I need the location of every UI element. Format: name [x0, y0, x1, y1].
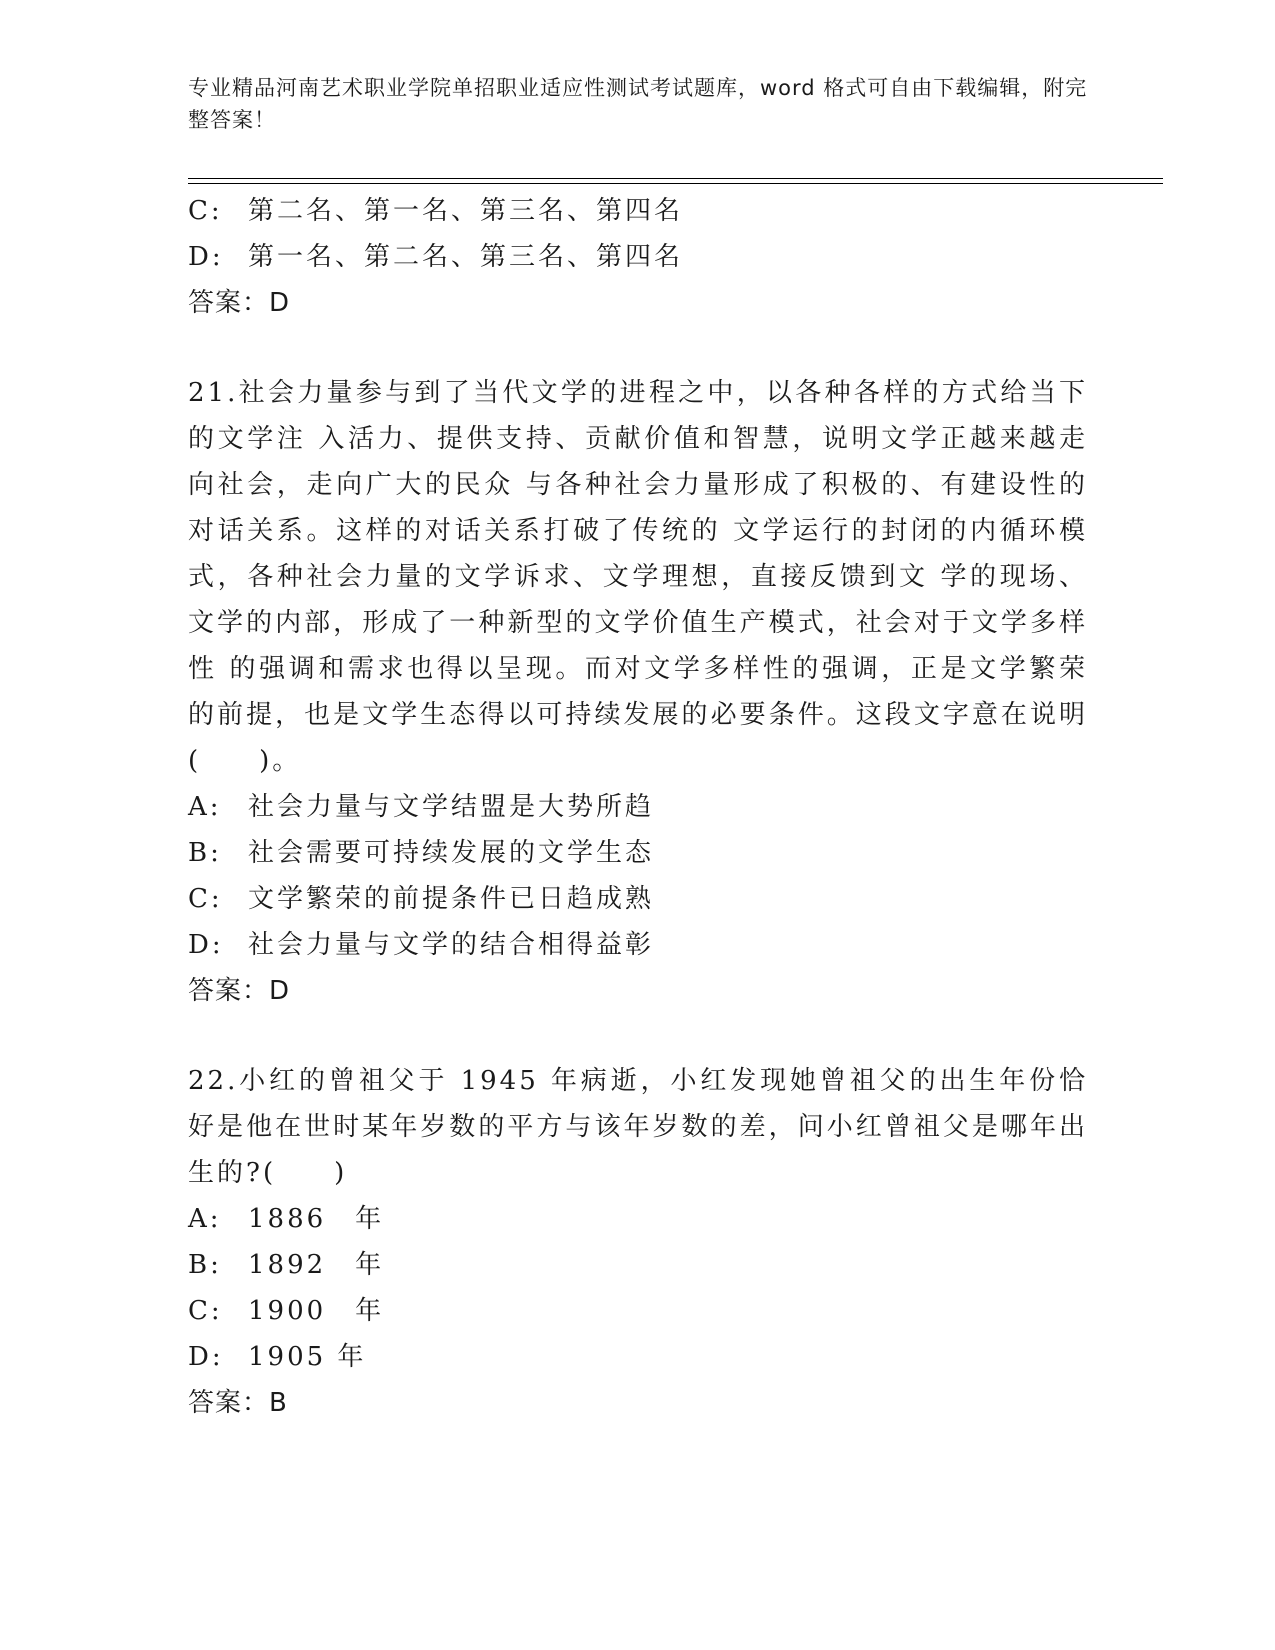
option-text: 1892 年: [248, 1250, 385, 1280]
option-text: 1905 年: [248, 1342, 367, 1372]
option-text: 第二名、第一名、第三名、第四名: [248, 196, 684, 226]
option-letter: C:: [188, 1296, 223, 1326]
option-text: 社会力量与文学结盟是大势所趋: [248, 792, 655, 822]
option-c: [188, 1288, 1088, 1334]
question-21-text: 21.社会力量参与到了当代文学的进程之中，以各种各样的方式给当下的文学注 入活力、提供支持、贡献价值和智慧，说明文学正越来越走向社会，走向广大的民众 与各种社会力量形成了积极的、有建设性的对话关系。这样的对话关系打破了传统的 文学运行的封闭的内循环模式，各种社会力量的文学诉求、文学理想，直接反馈到文 学的现场、文学的内部，形成了一种新型的文学价值生产模式，社会对于文学多样性 的强调和需求也得以呈现。而对文学多样性的强调，正是文学繁荣的前提，也是文学生态得以可持续发展的必要条件。这段文字意在说明( )。: [188, 378, 1088, 776]
option-d: [188, 234, 1088, 280]
option-d: [188, 1334, 1088, 1380]
option-letter: D:: [188, 930, 224, 960]
option-letter: A:: [188, 792, 222, 822]
answer-line: 答案：D: [188, 976, 291, 1006]
option-c: [188, 876, 1088, 922]
page-header: 专业精品河南艺术职业学院单招职业适应性测试考试题库，word 格式可自由下载编辑，附完整答案！: [188, 76, 1088, 132]
prev-question-options: [188, 188, 1088, 280]
option-letter: C:: [188, 884, 223, 914]
option-letter: C:: [188, 196, 223, 226]
option-text: 文学繁荣的前提条件已日趋成熟: [248, 884, 655, 914]
option-letter: D:: [188, 1342, 224, 1372]
option-text: 1886 年: [248, 1204, 385, 1234]
option-b: [188, 830, 1088, 876]
option-text: 社会力量与文学的结合相得益彰: [248, 930, 655, 960]
option-letter: A:: [188, 1204, 222, 1234]
option-b: [188, 1242, 1088, 1288]
question-22-text: 22.小红的曾祖父于 1945 年病逝，小红发现她曾祖父的出生年份恰好是他在世时某年岁数的平方与该年岁数的差，问小红曾祖父是哪年出生的?( ): [188, 1066, 1088, 1188]
option-c: [188, 188, 1088, 234]
option-text: 第一名、第二名、第三名、第四名: [248, 242, 684, 272]
option-a: [188, 784, 1088, 830]
option-letter: B:: [188, 1250, 222, 1280]
question-21-options: [188, 784, 1088, 968]
option-a: [188, 1196, 1088, 1242]
header-rule-bottom: [188, 183, 1163, 184]
answer-line: 答案：B: [188, 1388, 288, 1418]
option-d: [188, 922, 1088, 968]
answer-line: 答案：D: [188, 288, 291, 318]
option-letter: B:: [188, 838, 222, 868]
option-text: 1900 年: [248, 1296, 385, 1326]
option-letter: D:: [188, 242, 224, 272]
question-22-options: [188, 1196, 1088, 1380]
option-text: 社会需要可持续发展的文学生态: [248, 838, 655, 868]
header-rule-top: [188, 178, 1163, 179]
page-content: [188, 188, 1088, 1426]
